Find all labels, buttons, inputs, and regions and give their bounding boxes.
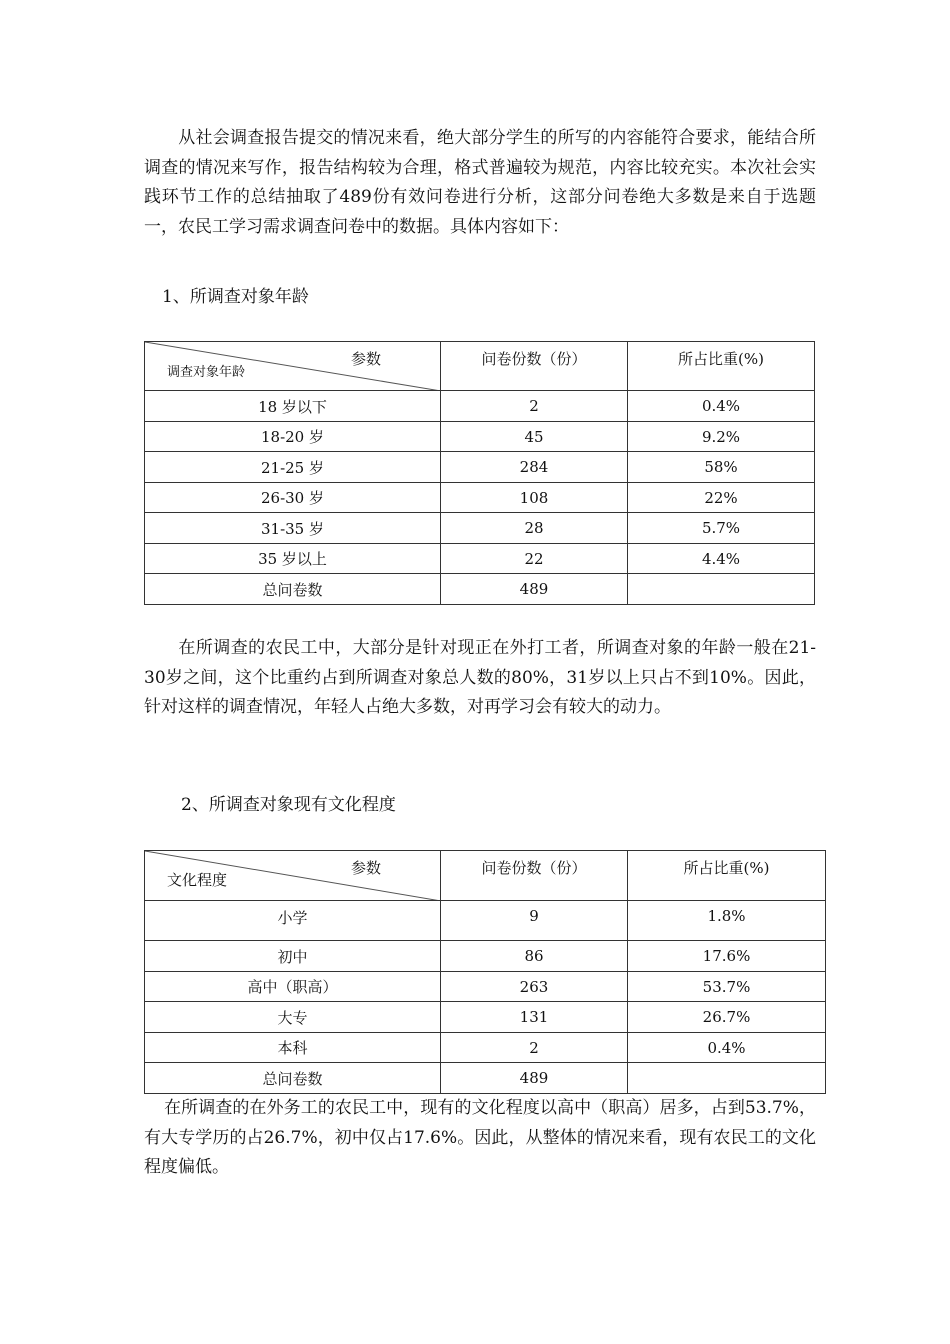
intro-text: 从社会调查报告提交的情况来看，绝大部分学生的所写的内容能符合要求，能结合所调查的情况来写作，报告结构较为合理，格式普遍较为规范，内容比较充实。本次社会实践环节工作的总结抽取了489份有效问卷进行分析，这部分问卷绝大多数是来自于选题一，农民工学习需求调查问卷中的数据。具体内容如下： — [144, 128, 816, 237]
row-label: 初中 — [145, 941, 441, 972]
row-ratio: 9.2% — [628, 422, 815, 452]
row-label: 18 岁以下 — [145, 391, 441, 422]
education-table-corner-label: 文化程度 — [167, 871, 228, 889]
education-table-corner-cell — [145, 851, 441, 901]
table-total-row — [145, 1063, 826, 1094]
education-table — [144, 850, 826, 1094]
row-count: 2 — [441, 1033, 628, 1063]
education-table-header-row — [145, 851, 826, 901]
row-ratio: 0.4% — [628, 1033, 826, 1063]
row-ratio — [628, 574, 815, 605]
section2-heading: 2、所调查对象现有文化程度 — [181, 795, 396, 815]
intro-paragraph — [144, 124, 816, 242]
row-count: 22 — [441, 544, 628, 574]
age-table-corner-param: 参数 — [351, 350, 382, 368]
row-count: 263 — [441, 972, 628, 1002]
section1-paragraph — [144, 634, 816, 723]
row-ratio: 58% — [628, 452, 815, 483]
section2-paragraph — [144, 1094, 816, 1183]
age-table-col-count: 问卷份数（份） — [441, 342, 628, 391]
table-row — [145, 972, 826, 1002]
education-table-corner-param: 参数 — [351, 859, 382, 877]
row-label: 26-30 岁 — [145, 483, 441, 513]
table-total-row — [145, 574, 815, 605]
row-ratio: 5.7% — [628, 513, 815, 544]
row-count: 284 — [441, 452, 628, 483]
row-label: 31-35 岁 — [145, 513, 441, 544]
section1-heading: 1、所调查对象年龄 — [162, 287, 309, 307]
table-row — [145, 391, 815, 422]
row-label: 21-25 岁 — [145, 452, 441, 483]
table-row — [145, 513, 815, 544]
table-row — [145, 422, 815, 452]
row-label: 总问卷数 — [145, 1063, 441, 1094]
row-count: 489 — [441, 574, 628, 605]
age-table-header-row — [145, 342, 815, 391]
section2-text: 在所调查的在外务工的农民工中，现有的文化程度以高中（职高）居多，占到53.7%，有大专学历的占26.7%，初中仅占17.6%。因此，从整体的情况来看，现有农民工的文化程度偏低。 — [144, 1098, 816, 1177]
table-row — [145, 901, 826, 941]
row-count: 2 — [441, 391, 628, 422]
row-ratio: 4.4% — [628, 544, 815, 574]
row-label: 35 岁以上 — [145, 544, 441, 574]
row-ratio: 0.4% — [628, 391, 815, 422]
table-row — [145, 1002, 826, 1033]
row-ratio: 22% — [628, 483, 815, 513]
row-ratio: 53.7% — [628, 972, 826, 1002]
table-row — [145, 452, 815, 483]
row-label: 总问卷数 — [145, 574, 441, 605]
age-table-corner-label: 调查对象年龄 — [167, 365, 246, 380]
age-table-col-ratio: 所占比重(%) — [628, 342, 815, 391]
row-count: 131 — [441, 1002, 628, 1033]
row-label: 18-20 岁 — [145, 422, 441, 452]
section1-text: 在所调查的农民工中，大部分是针对现正在外打工者，所调查对象的年龄一般在21-30岁之间，这个比重约占到所调查对象总人数的80%，31岁以上只占不到10%。因此，针对这样的调查情况，年轻人占绝大多数，对再学习会有较大的动力。 — [144, 638, 816, 717]
row-ratio: 1.8% — [628, 901, 826, 941]
age-table — [144, 341, 815, 605]
row-count: 28 — [441, 513, 628, 544]
table-row — [145, 544, 815, 574]
row-label: 高中（职高） — [145, 972, 441, 1002]
row-ratio: 17.6% — [628, 941, 826, 972]
age-table-corner-cell — [145, 342, 441, 391]
row-count: 489 — [441, 1063, 628, 1094]
row-label: 大专 — [145, 1002, 441, 1033]
row-count: 9 — [441, 901, 628, 941]
table-row — [145, 483, 815, 513]
table-row — [145, 1033, 826, 1063]
row-count: 86 — [441, 941, 628, 972]
row-count: 45 — [441, 422, 628, 452]
education-table-col-count: 问卷份数（份） — [441, 851, 628, 901]
row-label: 本科 — [145, 1033, 441, 1063]
row-ratio: 26.7% — [628, 1002, 826, 1033]
row-ratio — [628, 1063, 826, 1094]
table-row — [145, 941, 826, 972]
education-table-col-ratio: 所占比重(%) — [628, 851, 826, 901]
row-label: 小学 — [145, 901, 441, 941]
row-count: 108 — [441, 483, 628, 513]
